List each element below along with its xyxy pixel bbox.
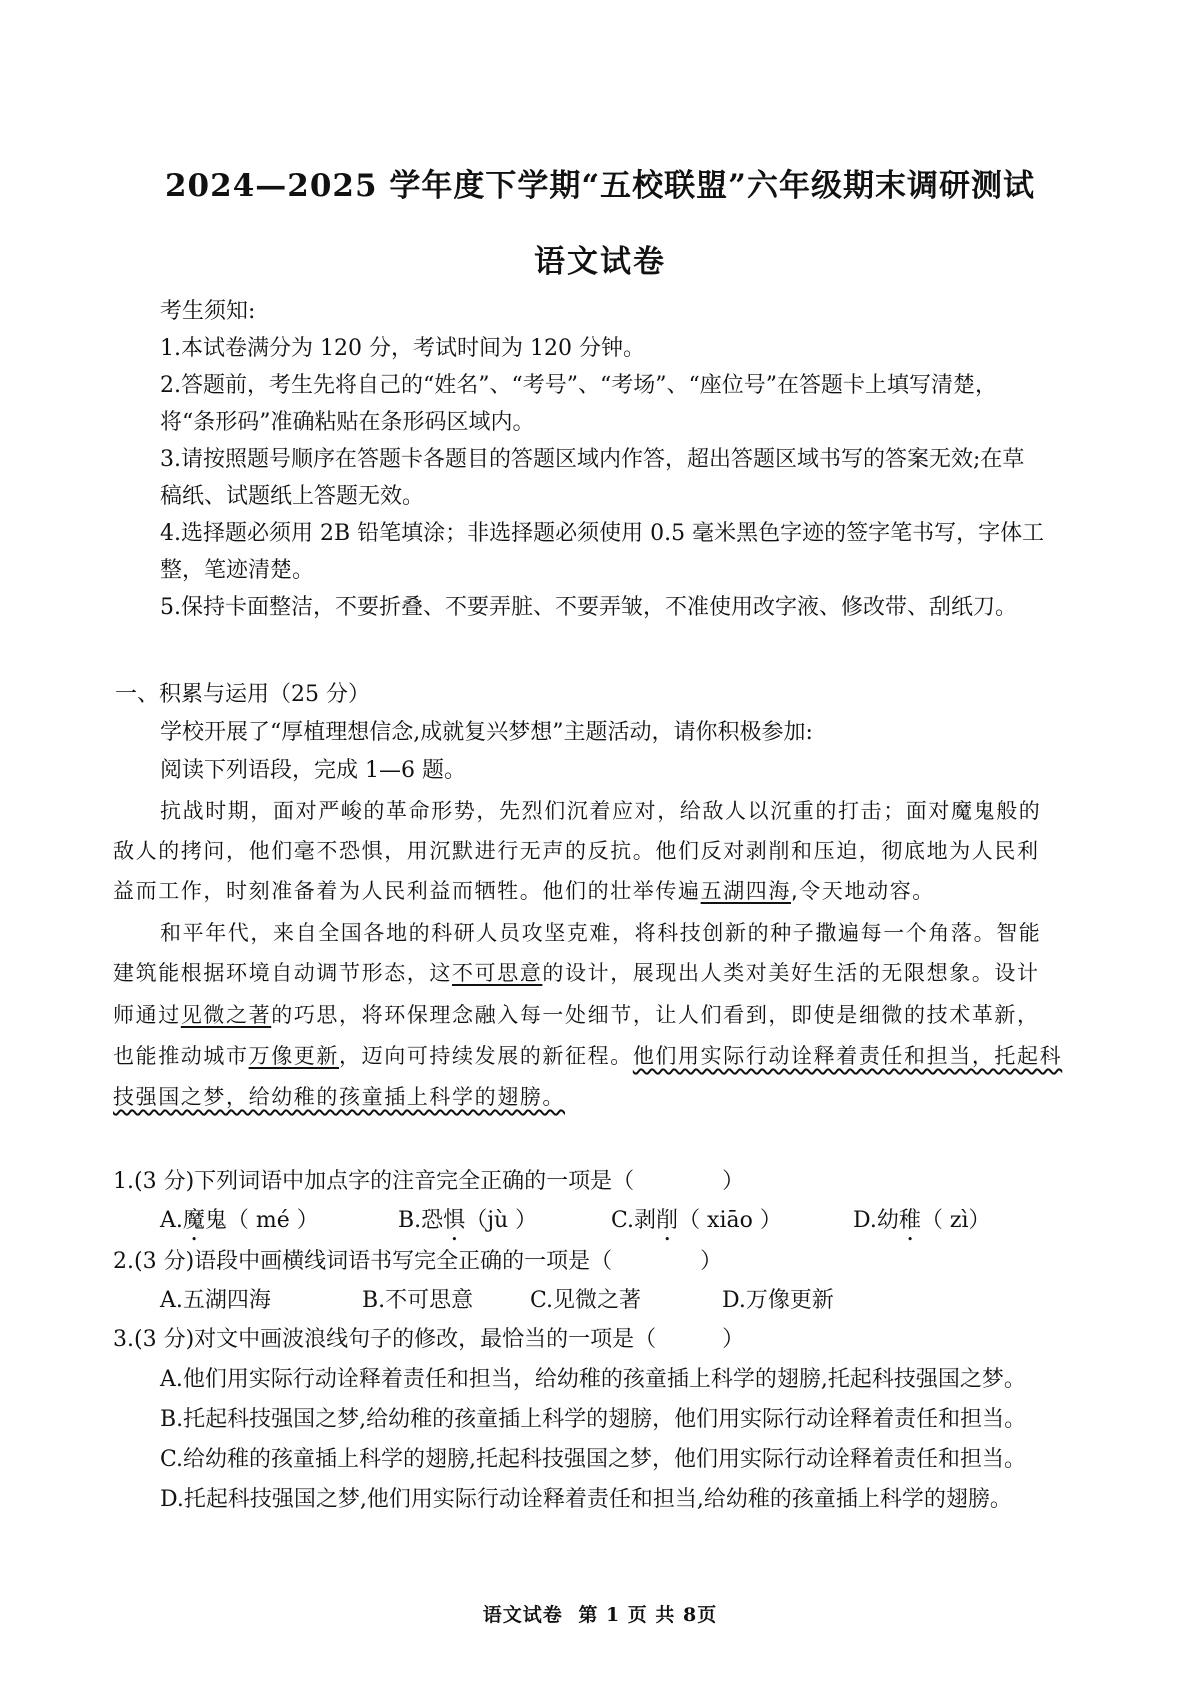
dotted-char: 惧	[443, 1208, 466, 1233]
exam-subtitle: 语文试卷	[534, 244, 666, 280]
wavy-underlined-sentence: 技强国之梦，给幼稚的孩童插上科学的翅膀。	[113, 1085, 565, 1109]
notice-item: 稿纸、试题纸上答题无效。	[160, 484, 425, 509]
option-b: B.托起科技强国之梦,给幼稚的孩童插上科学的翅膀，他们用实际行动诠释着责任和担当。	[160, 1407, 1027, 1432]
wavy-underlined-sentence: 他们用实际行动诠释着责任和担当，托起科	[632, 1044, 1063, 1068]
option-label: A.	[160, 1208, 183, 1233]
notice-item: 2.答题前，考生先将自己的“姓名”、“考号”、“考场”、“座位号”在答题卡上填写清楚，	[160, 373, 997, 398]
underlined-word: 五湖四海	[700, 879, 792, 903]
underlined-word: 万像更新	[248, 1044, 340, 1068]
passage-text: 益而工作，时刻准备着为人民利益而牺牲。他们的壮举传遍	[113, 879, 701, 903]
notice-heading: 考生须知:	[160, 299, 256, 324]
passage-line: 抗战时期，面对严峻的革命形势，先烈们沉着应对，给敌人以沉重的打击；面对魔鬼般的	[160, 799, 1042, 823]
dotted-char: 削	[656, 1208, 679, 1233]
passage-text: ,令天地动容。	[791, 879, 935, 903]
option-c: C.见微之著	[530, 1288, 642, 1313]
underlined-word: 见微之著	[180, 1003, 272, 1027]
footer-page-number: 第 1 页 共 8页	[578, 1604, 718, 1626]
page-footer	[0, 1600, 1200, 1627]
notice-item: 4.选择题必须用 2B 铅笔填涂；非选择题必须使用 0.5 毫米黑色字迹的签字笔书写，字体工	[160, 521, 1045, 546]
section-intro: 学校开展了“厚植理想信念,成就复兴梦想”主题活动，请你积极参加:	[160, 720, 813, 745]
notice-item: 将“条形码”准确粘贴在条形码区域内。	[160, 410, 535, 435]
passage-text: 也能推动城市	[113, 1044, 249, 1068]
underlined-word: 不可思意	[452, 961, 543, 985]
option-label: B.恐	[398, 1208, 444, 1233]
section-heading: 一、积累与运用（25 分）	[115, 682, 370, 707]
option-text: （ zì）	[920, 1208, 991, 1233]
passage-text: 师通过	[113, 1003, 181, 1027]
option-a: A.他们用实际行动诠释着责任和担当，给幼稚的孩童插上科学的翅膀,托起科技强国之梦。	[160, 1367, 1026, 1392]
option-d	[853, 1206, 991, 1246]
notice-item: 3.请按照题号顺序在答题卡各题目的答题区域内作答，超出答题区域书写的答案无效;在草	[160, 447, 1025, 472]
option-text: （ xiāo ）	[678, 1208, 782, 1233]
passage-text: 的设计，展现出人类对美好生活的无限想象。设计	[542, 961, 1040, 985]
passage-line	[113, 876, 935, 906]
passage-text: 建筑能根据环境自动调节形态，这	[113, 961, 452, 985]
dotted-char: 魔	[182, 1208, 205, 1233]
option-label: C.剥	[611, 1208, 657, 1233]
passage-line: 和平年代，来自全国各地的科研人员攻坚克难，将科技创新的种子撒遍每一个角落。智能	[160, 921, 1042, 945]
option-b	[398, 1206, 537, 1246]
option-text: （jù ）	[465, 1208, 538, 1233]
option-d: D.万像更新	[722, 1288, 834, 1313]
notice-item: 整，笔迹清楚。	[160, 558, 315, 583]
notice-item: 5.保持卡面整洁，不要折叠、不要弄脏、不要弄皱，不准使用改字液、修改带、刮纸刀。	[160, 595, 1017, 620]
exam-title: 2024—2025 学年度下学期“五校联盟”六年级期末调研测试	[164, 168, 1035, 204]
option-a: A.五湖四海	[160, 1288, 271, 1313]
passage-line: 敌人的拷问，他们毫不恐惧，用沉默进行无声的反抗。他们反对剥削和压迫，彻底地为人民利	[113, 839, 1040, 863]
option-text: 鬼（ mé ）	[204, 1208, 319, 1233]
passage-line	[113, 1041, 1062, 1071]
option-c: C.给幼稚的孩童插上科学的翅膀,托起科技强国之梦，他们用实际行动诠释着责任和担当。	[160, 1447, 1027, 1472]
option-b: B.不可思意	[362, 1288, 474, 1313]
passage-line	[113, 1082, 565, 1112]
question-stem: 3.(3 分)对文中画波浪线句子的修改，最恰当的一项是（ ）	[113, 1327, 745, 1352]
passage-text: ，迈向可持续发展的新征程。	[339, 1044, 633, 1068]
passage-line	[113, 1000, 1040, 1030]
passage-text: 的巧思，将环保理念融入每一处细节，让人们看到，即使是细微的技术革新，	[271, 1003, 1040, 1027]
footer-exam-name: 语文试卷	[482, 1604, 563, 1626]
option-c	[611, 1206, 782, 1246]
dotted-char: 稚	[898, 1208, 921, 1233]
question-stem: 2.(3 分)语段中画横线词语书写完全正确的一项是（ ）	[113, 1249, 723, 1274]
passage-line	[113, 958, 1040, 988]
option-a	[160, 1206, 319, 1246]
option-d: D.托起科技强国之梦,他们用实际行动诠释着责任和担当,给幼稚的孩童插上科学的翅膀。	[160, 1487, 1012, 1512]
notice-item: 1.本试卷满分为 120 分，考试时间为 120 分钟。	[160, 336, 645, 361]
option-label: D.幼	[853, 1208, 899, 1233]
question-stem: 1.(3 分)下列词语中加点字的注音完全正确的一项是（ ）	[113, 1169, 745, 1194]
section-instruction: 阅读下列语段，完成 1—6 题。	[160, 758, 466, 783]
